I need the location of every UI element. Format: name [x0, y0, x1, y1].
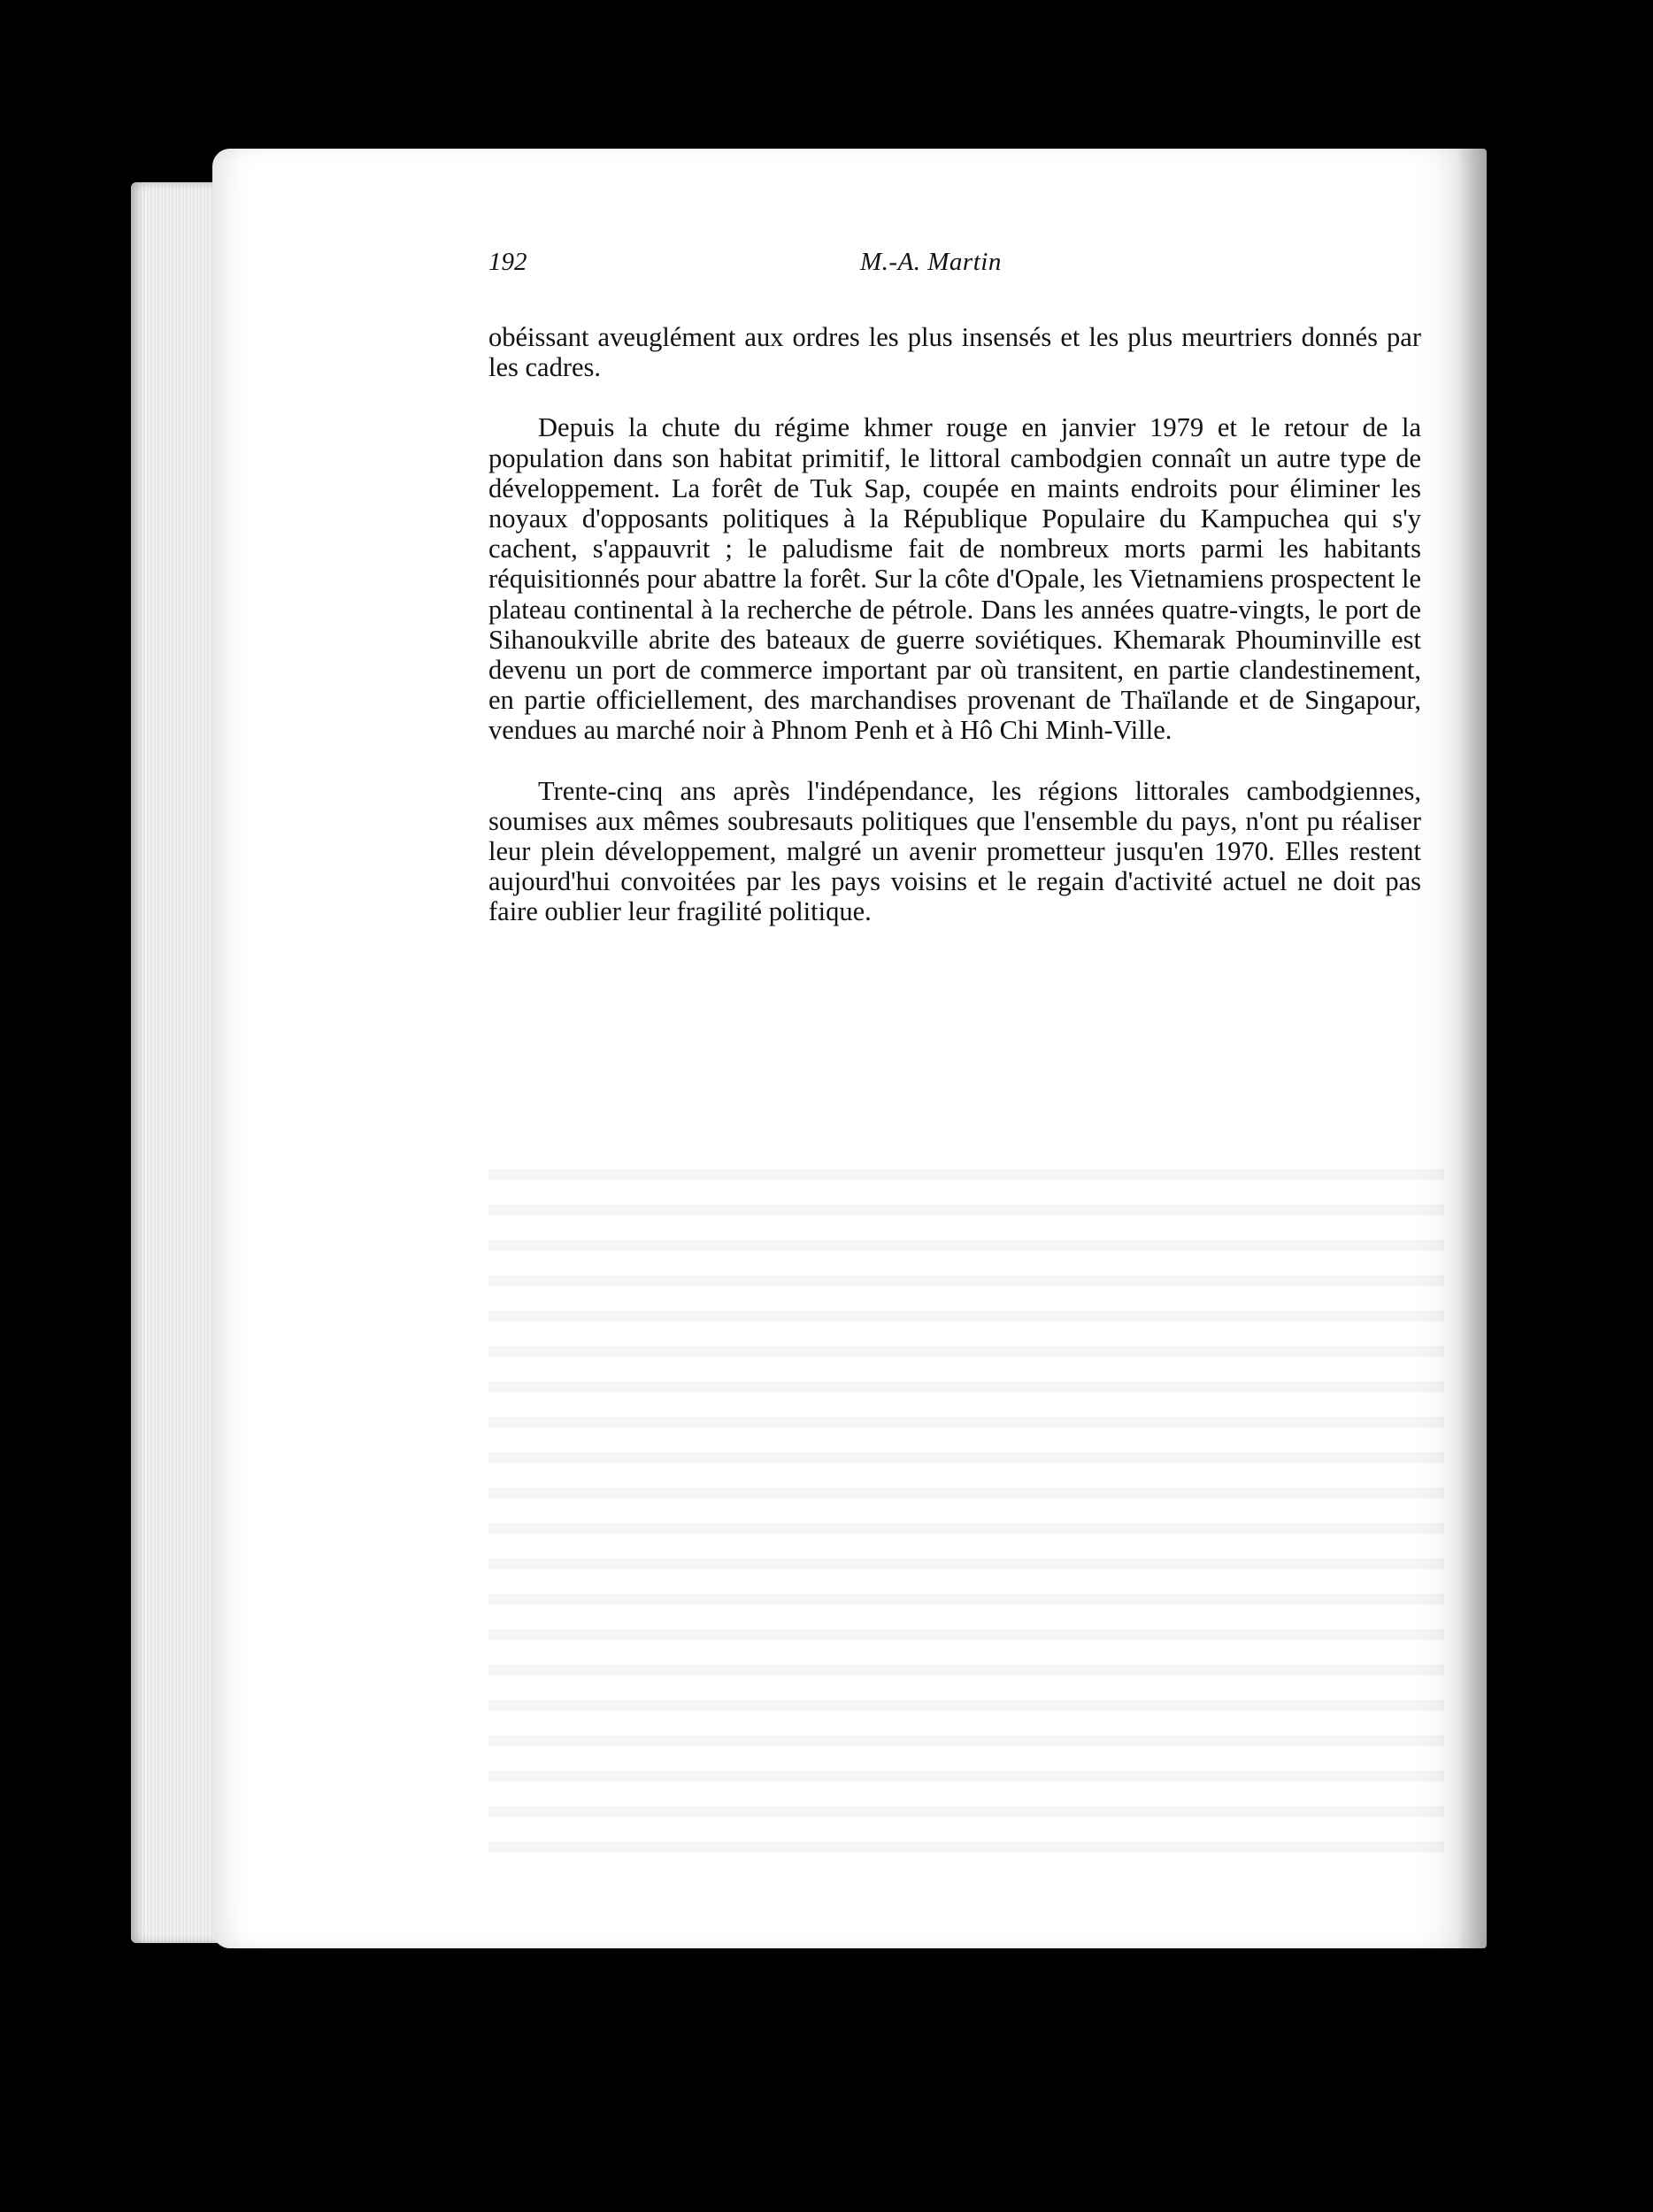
paragraph: Trente-cinq ans après l'indépendance, les régions littorales cambodgiennes, soumises aux mêmes soubresauts politiques que l'ensemble du pays, n'ont pu réaliser leur plein développement, malgré un avenir prometteur jusqu'en 1970. Elles restent aujourd'hui convoitées par les pays voisins et le regain d'activité actuel ne doit pas faire oublier leur fragilité politique. — [488, 775, 1421, 927]
body-text — [488, 322, 1421, 957]
show-through-texture — [488, 1153, 1444, 1861]
running-title: M.-A. Martin — [860, 248, 1002, 276]
page-number: 192 — [488, 248, 527, 276]
page-fold-shadow — [1457, 149, 1487, 1948]
book-page — [212, 149, 1487, 1948]
paragraph: Depuis la chute du régime khmer rouge en janvier 1979 et le retour de la population dans son habitat primitif, le littoral cambodgien connaît un autre type de développement. La forêt de Tuk Sap, coupée en maints endroits pour éliminer les noyaux d'opposants politiques à la République Populaire du Kampuchea qui s'y cachent, s'appauvrit ; le paludisme fait de nombreux morts parmi les habitants réquisitionnés pour abattre la forêt. Sur la côte d'Opale, les Vietnamiens prospectent le plateau continental à la recherche de pétrole. Dans les années quatre-vingts, le port de Sihanoukville abrite des bateaux de guerre soviétiques. Khemarak Phouminville est devenu un port de commerce important par où transitent, en partie clandestinement, en partie officiellement, des marchandises provenant de Thaïlande et de Singapour, vendues au marché noir à Phnom Penh et à Hô Chi Minh-Ville. — [488, 412, 1421, 746]
paragraph-continuation: obéissant aveuglément aux ordres les plus insensés et les plus meurtriers donnés par les cadres. — [488, 322, 1421, 383]
running-head — [488, 248, 1421, 283]
